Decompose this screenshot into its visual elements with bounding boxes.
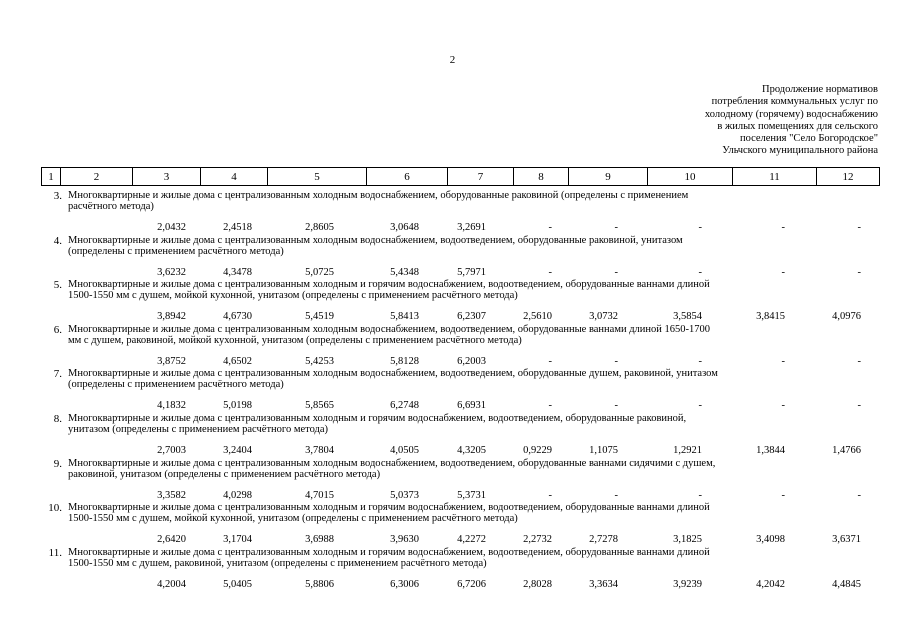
- value-cell: 2,6420: [157, 534, 186, 545]
- value-cell: 1,3844: [756, 445, 785, 456]
- value-cell: 2,0432: [157, 222, 186, 233]
- row-number: 6.: [53, 324, 62, 336]
- value-cell: 3,4098: [756, 534, 785, 545]
- column-header: 9: [569, 168, 648, 186]
- description-line: Многоквартирные и жилые дома с централизованным холодным водоснабжением, водоотведением, оборудованные раковиной, унитазом: [68, 235, 683, 246]
- value-cell: 6,2307: [457, 311, 486, 322]
- row-description: [68, 369, 868, 390]
- value-cell: -: [857, 490, 861, 501]
- column-header: 12: [817, 168, 880, 186]
- value-cell: 1,4766: [832, 445, 861, 456]
- value-cell: -: [781, 222, 785, 233]
- row-description: [68, 548, 868, 569]
- value-cell: 4,2042: [756, 579, 785, 590]
- value-cell: 5,0405: [223, 579, 252, 590]
- column-header: 4: [201, 168, 268, 186]
- value-cell: 5,8413: [390, 311, 419, 322]
- continuation-header: [618, 84, 878, 158]
- value-cell: 3,7804: [305, 445, 334, 456]
- value-cell: -: [781, 490, 785, 501]
- value-cell: 3,3634: [589, 579, 618, 590]
- column-header: 7: [448, 168, 514, 186]
- value-cell: 5,8806: [305, 579, 334, 590]
- column-header: 8: [514, 168, 569, 186]
- value-cell: -: [548, 400, 552, 411]
- description-line: Многоквартирные и жилые дома с централизованным холодным водоснабжением, водоотведением, оборудованные ваннами сидячими с душем,: [68, 458, 716, 469]
- row-number: 11.: [48, 547, 62, 559]
- value-cell: 3,8415: [756, 311, 785, 322]
- value-cell: -: [698, 356, 702, 367]
- value-cell: 3,8752: [157, 356, 186, 367]
- value-cell: 4,0298: [223, 490, 252, 501]
- value-cell: 4,6730: [223, 311, 252, 322]
- value-cell: 2,5610: [523, 311, 552, 322]
- header-line: в жилых помещениях для сельского: [717, 120, 878, 132]
- value-cell: -: [857, 400, 861, 411]
- description-line: Многоквартирные и жилые дома с централизованным холодным и горячим водоснабжением, водоотведением, оборудованные ваннами длиной: [68, 502, 710, 513]
- column-header: 11: [733, 168, 817, 186]
- value-cell: -: [781, 356, 785, 367]
- header-line: Ульчского муниципального района: [722, 145, 878, 157]
- value-cell: 3,3582: [157, 490, 186, 501]
- value-cell: 6,3006: [390, 579, 419, 590]
- row-description: [68, 236, 868, 257]
- value-cell: 5,0725: [305, 267, 334, 278]
- column-header: 5: [268, 168, 367, 186]
- value-cell: 2,2732: [523, 534, 552, 545]
- value-cell: 4,4845: [832, 579, 861, 590]
- value-cell: -: [698, 490, 702, 501]
- value-cell: 3,2691: [457, 222, 486, 233]
- description-line: 1500-1550 мм с душем, мойкой кухонной, унитазом (определены с применением расчётного метода): [68, 512, 518, 524]
- header-line: холодному (горячему) водоснабжению: [704, 108, 878, 120]
- value-cell: 2,8605: [305, 222, 334, 233]
- value-cell: 6,2003: [457, 356, 486, 367]
- value-cell: 4,7015: [305, 490, 334, 501]
- value-cell: 1,1075: [589, 445, 618, 456]
- value-cell: -: [614, 222, 618, 233]
- value-cell: 5,8128: [390, 356, 419, 367]
- value-cell: 6,6931: [457, 400, 486, 411]
- row-description: [68, 280, 868, 301]
- value-cell: 4,3205: [457, 445, 486, 456]
- value-cell: 2,7278: [589, 534, 618, 545]
- value-cell: 4,3478: [223, 267, 252, 278]
- row-number: 7.: [53, 368, 62, 380]
- column-header: 6: [367, 168, 448, 186]
- description-line: 1500-1550 мм с душем, раковиной, унитазом (определены с применением расчётного метода): [68, 557, 487, 569]
- value-cell: -: [857, 356, 861, 367]
- value-cell: -: [857, 222, 861, 233]
- row-number: 5.: [53, 279, 62, 291]
- page-number: 2: [449, 54, 456, 66]
- value-cell: 3,5854: [673, 311, 702, 322]
- value-cell: 5,4253: [305, 356, 334, 367]
- value-cell: 2,8028: [523, 579, 552, 590]
- value-cell: -: [781, 400, 785, 411]
- value-cell: -: [548, 222, 552, 233]
- value-cell: 3,9239: [673, 579, 702, 590]
- value-cell: 6,2748: [390, 400, 419, 411]
- row-number: 3.: [53, 190, 62, 202]
- value-cell: 5,8565: [305, 400, 334, 411]
- value-cell: -: [698, 267, 702, 278]
- description-line: Многоквартирные и жилые дома с централизованным холодным водоснабжением, водоотведением, оборудованные душем, раковиной, унитазом: [68, 368, 718, 379]
- value-cell: 3,6371: [832, 534, 861, 545]
- value-cell: 3,6988: [305, 534, 334, 545]
- description-line: (определены с применением расчётного метода): [68, 378, 284, 390]
- row-description: [68, 191, 868, 212]
- value-cell: 1,2921: [673, 445, 702, 456]
- description-line: мм с душем, раковиной, мойкой кухонной, унитазом (определены с применением расчётного метода): [68, 334, 522, 346]
- description-line: расчётного метода): [68, 200, 154, 212]
- value-cell: 3,6232: [157, 267, 186, 278]
- value-cell: 4,6502: [223, 356, 252, 367]
- description-line: Многоквартирные и жилые дома с централизованным холодным и горячим водоснабжением, водоотведением, оборудованные ваннами длиной: [68, 279, 710, 290]
- row-description: [68, 414, 868, 435]
- header-line: потребления коммунальных услуг по: [711, 96, 878, 108]
- value-cell: 5,7971: [457, 267, 486, 278]
- row-description: [68, 325, 868, 346]
- description-line: Многоквартирные и жилые дома с централизованным холодным водоснабжением, водоотведением, оборудованные ваннами длиной 1650-1700: [68, 324, 711, 335]
- value-cell: 4,2004: [157, 579, 186, 590]
- value-cell: 4,0505: [390, 445, 419, 456]
- column-header: 2: [61, 168, 133, 186]
- value-cell: 3,0648: [390, 222, 419, 233]
- value-cell: 5,3731: [457, 490, 486, 501]
- value-cell: -: [614, 267, 618, 278]
- description-line: Многоквартирные и жилые дома с централизованным холодным и горячим водоснабжением, водоотведением, оборудованные раковиной,: [68, 413, 687, 424]
- value-cell: -: [781, 267, 785, 278]
- column-header: 1: [42, 168, 61, 186]
- row-number: 4.: [53, 235, 62, 247]
- value-cell: 4,1832: [157, 400, 186, 411]
- description-line: Многоквартирные и жилые дома с централизованным холодным водоснабжением, оборудованные раковиной (определены с применением: [68, 190, 689, 201]
- description-line: раковиной, унитазом (определены с применением расчётного метода): [68, 468, 381, 480]
- row-number: 8.: [53, 413, 62, 425]
- value-cell: -: [614, 356, 618, 367]
- description-line: унитазом (определены с применением расчётного метода): [68, 423, 329, 435]
- row-number: 9.: [53, 458, 62, 470]
- value-cell: -: [548, 490, 552, 501]
- value-cell: 0,9229: [523, 445, 552, 456]
- value-cell: 4,2272: [457, 534, 486, 545]
- value-cell: 5,0373: [390, 490, 419, 501]
- value-cell: 3,2404: [223, 445, 252, 456]
- value-cell: 5,4519: [305, 311, 334, 322]
- value-cell: -: [698, 222, 702, 233]
- value-cell: 2,4518: [223, 222, 252, 233]
- value-cell: 2,7003: [157, 445, 186, 456]
- value-cell: 5,0198: [223, 400, 252, 411]
- value-cell: 3,0732: [589, 311, 618, 322]
- value-cell: 4,0976: [832, 311, 861, 322]
- value-cell: 3,8942: [157, 311, 186, 322]
- row-description: [68, 503, 868, 524]
- value-cell: 5,4348: [390, 267, 419, 278]
- value-cell: 3,1704: [223, 534, 252, 545]
- value-cell: 6,7206: [457, 579, 486, 590]
- value-cell: -: [548, 267, 552, 278]
- header-line: поселения "Село Богородское": [739, 133, 878, 145]
- row-description: [68, 459, 868, 480]
- row-number: 10.: [48, 502, 62, 514]
- description-line: (определены с применением расчётного метода): [68, 245, 284, 257]
- value-cell: -: [614, 490, 618, 501]
- value-cell: -: [614, 400, 618, 411]
- value-cell: 3,1825: [673, 534, 702, 545]
- column-number-row: [41, 167, 880, 186]
- header-line: Продолжение нормативов: [762, 84, 878, 95]
- description-line: 1500-1550 мм с душем, мойкой кухонной, унитазом (определены с применением расчётного метода): [68, 289, 518, 301]
- value-cell: -: [548, 356, 552, 367]
- value-cell: 3,9630: [390, 534, 419, 545]
- value-cell: -: [698, 400, 702, 411]
- column-header: 3: [133, 168, 201, 186]
- column-header: 10: [648, 168, 733, 186]
- description-line: Многоквартирные и жилые дома с централизованным холодным и горячим водоснабжением, водоотведением, оборудованные ваннами длиной: [68, 547, 710, 558]
- value-cell: -: [857, 267, 861, 278]
